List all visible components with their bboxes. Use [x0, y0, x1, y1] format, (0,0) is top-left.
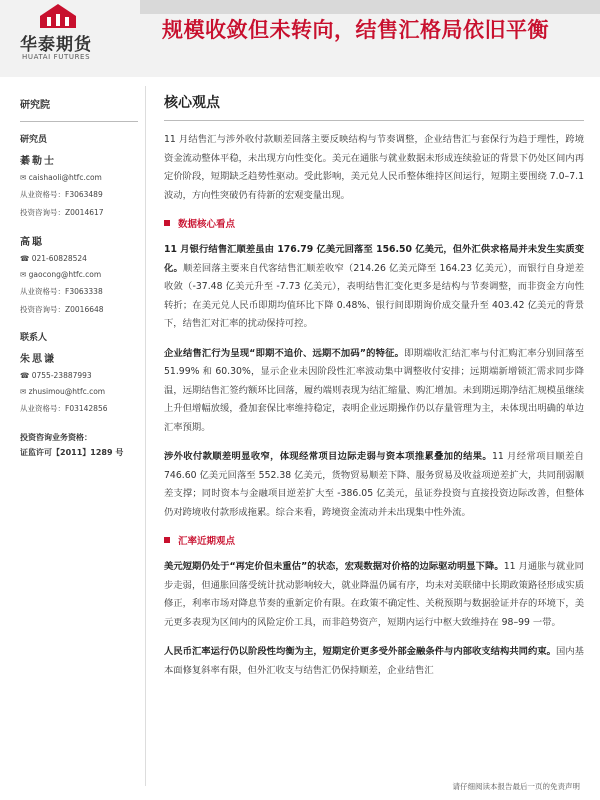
- main-content: [164, 92, 584, 691]
- analyst-cert: 投资咨询号：Z0016648: [20, 305, 104, 314]
- analyst-email[interactable]: ✉ caishaoli@htfc.com: [20, 173, 102, 182]
- brand-name-cn: 华泰期货: [20, 35, 92, 55]
- sidebar: [20, 90, 138, 459]
- department: 研究院: [20, 100, 50, 111]
- report-headline: 规模收敛但未转向，结售汇格局依旧平衡: [162, 18, 549, 42]
- analyst-email[interactable]: ✉ gaocong@htfc.com: [20, 270, 102, 279]
- paragraph: 企业结售汇行为呈现“即期不追价、远期不加码”的特征。即期端收汇结汇率与付汇购汇率分别回落至 51.99% 和 60.30%，显示企业未因阶段性汇率波动集中调整收付安排；远期端新增锁汇需求同步降温，远期结售汇签约额环比回落，履约端则表现为结汇缩量、购汇增加。未到期远期净结汇规模虽继续上升但增幅放缓，叠加套保比率维持稳定，表明企业远期操作仍以存量管理为主，未体现出明确的单边汇率预期。: [164, 347, 584, 433]
- license-number: 证监许可【2011】1289 号: [20, 448, 124, 457]
- contact-label: 联系人: [20, 333, 48, 343]
- analyst-name: 綦勒士: [20, 156, 56, 167]
- email-icon: ✉: [20, 387, 29, 396]
- intro-paragraph: 11 月结售汇与涉外收付款顺差回落主要反映结构与节奏调整，企业结售汇与套保行为趋于理性，跨境资金流动整体平稳，未出现方向性变化。美元在通胀与就业数据未形成连续验证的背景下仍处区间内再定价阶段，短期缺乏趋势性驱动。受此影响，美元兑人民币整体维持区间运行，短期主要围绕 7.0–7.1 波动，方向性突破仍有待新的宏观变量出现。: [164, 134, 584, 201]
- contact-phone: ☎ 0755-23887993: [20, 371, 92, 380]
- contact-cert: 从业资格号：F03142856: [20, 404, 108, 413]
- subheading-data: 数据核心看点: [164, 216, 584, 230]
- company-logo: [12, 2, 132, 72]
- subheading-fx-view: 汇率近期观点: [164, 533, 584, 547]
- analyst-phone: ☎ 021-60828524: [20, 254, 87, 263]
- contact-name: 朱思谦: [20, 354, 56, 365]
- column-divider: [145, 86, 146, 786]
- analyst-cert: 投资咨询号：Z0014617: [20, 208, 104, 217]
- email-icon: ✉: [20, 270, 29, 279]
- section-title: 核心观点: [164, 95, 220, 111]
- header-top-bar: [140, 0, 600, 14]
- analyst-name: 高聪: [20, 237, 44, 248]
- paragraph: 美元短期仍处于“再定价但未重估”的状态，宏观数据对价格的边际驱动明显下降。11 月通胀与就业同步走弱，但通胀回落受统计扰动影响较大，就业降温仍属有序，均未对美联储中长期政策路径形成实质修正，利率市场对降息节奏的重新定价有限。在政策不确定性、关税预期与数据验证并存的环境下，美元更多表现为区间内的风险定价工具，而非趋势资产，短期内运行中枢大致维持在 98–99 一带。: [164, 561, 584, 628]
- analyst-cert: 从业资格号：F3063489: [20, 190, 103, 199]
- researcher-label: 研究员: [20, 135, 48, 145]
- license-title: 投资咨询业务资格：: [20, 433, 92, 442]
- logo-mark-icon: [38, 2, 78, 28]
- square-bullet-icon: [164, 537, 170, 543]
- brand-name-en: HUATAI FUTURES: [22, 53, 91, 61]
- title-rule: [164, 120, 584, 121]
- page-header: [0, 0, 600, 77]
- email-icon: ✉: [20, 173, 29, 182]
- paragraph: 涉外收付款顺差明显收窄，体现经常项目边际走弱与资本项推累叠加的结果。11 月经常项目顺差自 746.60 亿美元回落至 552.38 亿美元，货物贸易顺差下降、服务贸易及收益项逆差扩大，共同削弱顺差支撑；同时资本与金融项目逆差扩大至 -386.05 亿美元，虽证券投资与直接投资边际改善，但整体仍对跨境收付款形成拖累。综合来看，跨境资金流动并未出现集中性外流。: [164, 451, 584, 518]
- disclaimer-footer: 请仔细阅读本报告最后一页的免责声明: [449, 781, 581, 792]
- square-bullet-icon: [164, 220, 170, 226]
- phone-icon: ☎: [20, 254, 32, 263]
- paragraph: 11 月银行结售汇顺差虽由 176.79 亿美元回落至 156.50 亿美元，但外汇供求格局并未发生实质变化。顺差回落主要来自代客结售汇顺差收窄（214.26 亿美元降至 164.23 亿美元），而银行自身逆差收敛（-37.48 亿美元升至 -7.73 亿美元），表明结售汇变化更多是结构与节奏调整，而非资金方向性转折；在美元兑人民币即期均值环比下降 0.48%、银行间即期询价成交量升至 403.42 亿美元的背景下，结售汇对汇率的扰动保持可控。: [164, 244, 584, 329]
- sidebar-divider: [20, 121, 138, 122]
- analyst-cert: 从业资格号：F3063338: [20, 287, 103, 296]
- paragraph: 人民币汇率运行仍以阶段性均衡为主，短期定价更多受外部金融条件与内部收支结构共同约束。国内基本面修复斜率有限，但外汇收支与结售汇仍保持顺差，企业结售汇: [164, 646, 584, 676]
- contact-email[interactable]: ✉ zhusimou@htfc.com: [20, 387, 106, 396]
- phone-icon: ☎: [20, 371, 32, 380]
